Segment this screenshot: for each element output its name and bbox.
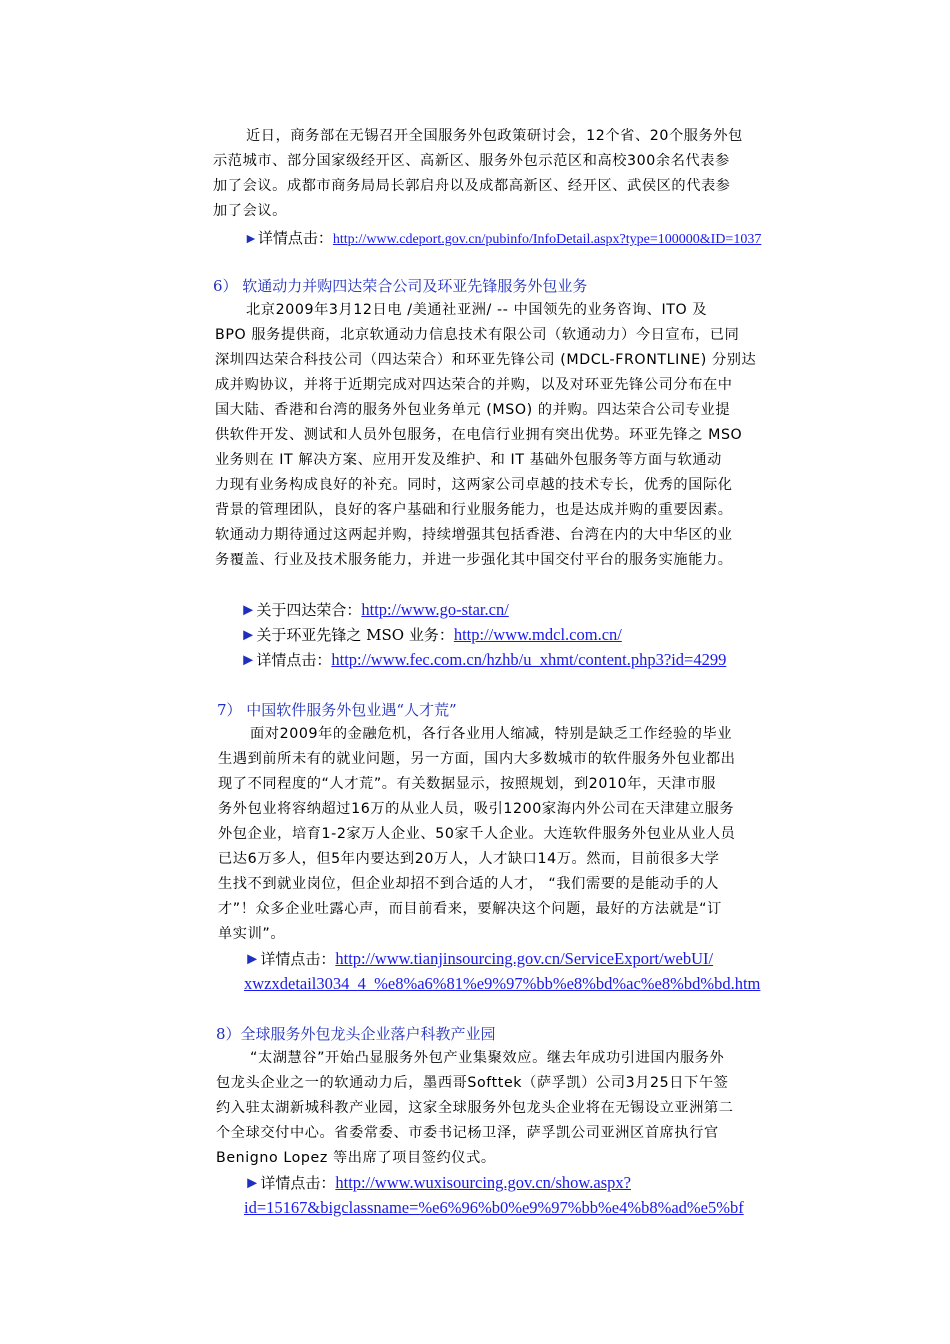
section-heading: 7） 中国软件服务外包业遇“人才荒”	[217, 701, 457, 719]
mdcl-link[interactable]: http://www.mdcl.com.cn/	[453, 625, 622, 644]
tianjin-link[interactable]: http://www.tianjinsourcing.gov.cn/ServiceExport/webUI/	[335, 949, 714, 968]
wuxi-link[interactable]: http://www.wuxisourcing.gov.cn/show.aspx?	[335, 1173, 631, 1192]
detail-link[interactable]: http://www.cdeport.gov.cn/pubinfo/InfoDetail.aspx?type=100000&ID=1037	[332, 232, 762, 247]
paragraph-line: 才”！众多企业吐露心声，而目前看来，要解决这个问题，最好的方法就是“订	[218, 901, 722, 917]
detail-link-row	[244, 226, 761, 252]
triangle-bullet-icon: ►	[240, 625, 257, 644]
link-row-go-star	[240, 598, 509, 622]
paragraph-line: 国大陆、香港和台湾的服务外包业务单元 (MSO) 的并购。四达荣合公司专业提	[215, 402, 731, 418]
paragraph-line: “太湖慧谷”开始凸显服务外包产业集聚效应。继去年成功引进国内服务外	[250, 1050, 725, 1066]
link-row-fec	[240, 648, 726, 672]
paragraph-line: 力现有业务构成良好的补充。同时，这两家公司卓越的技术专长，优秀的国际化	[215, 477, 733, 493]
link-row-wuxi-cont	[244, 1196, 744, 1220]
paragraph-line: 示范城市、部分国家级经开区、高新区、服务外包示范区和高校300余名代表参	[213, 153, 730, 169]
paragraph-line: 供软件开发、测试和人员外包服务，在电信行业拥有突出优势。环亚先锋之 MSO	[215, 427, 743, 443]
paragraph-line: 面对2009年的金融危机，各行各业用人缩减，特别是缺乏工作经验的毕业	[250, 726, 733, 742]
paragraph-line: 个全球交付中心。省委常委、市委书记杨卫泽，萨孚凯公司亚洲区首席执行官	[216, 1125, 719, 1141]
paragraph-line: 近日，商务部在无锡召开全国服务外包政策研讨会，12个省、20个服务外包	[246, 128, 743, 144]
section-heading: 6） 软通动力并购四达荣合公司及环亚先锋服务外包业务	[213, 277, 588, 295]
paragraph-line: 单实训”。	[218, 926, 286, 942]
link-label: 详情点击：	[260, 1174, 336, 1192]
triangle-bullet-icon: ►	[240, 600, 257, 619]
paragraph-line: 现了不同程度的“人才荒”。有关数据显示，按照规划，到2010年，天津市服	[218, 776, 717, 792]
paragraph-line: Benigno Lopez 等出席了项目签约仪式。	[216, 1150, 496, 1166]
paragraph-line: 外包企业，培育1-2家万人企业、50家千人企业。大连软件服务外包业从业人员	[218, 826, 736, 842]
paragraph-line: 业务则在 IT 解决方案、应用开发及维护、和 IT 基础外包服务等方面与软通动	[215, 452, 722, 468]
link-label: 详情点击：	[260, 950, 336, 968]
link-label: 关于四达荣合：	[256, 601, 362, 619]
paragraph-line: 背景的管理团队，良好的客户基础和行业服务能力，也是达成并购的重要因素。	[215, 502, 733, 518]
link-row-tianjin-cont	[244, 972, 760, 996]
paragraph-line: 务外包业将容纳超过16万的从业人员，吸引1200家海内外公司在天津建立服务	[218, 801, 735, 817]
go-star-link[interactable]: http://www.go-star.cn/	[361, 600, 509, 619]
paragraph-line: BPO 服务提供商，北京软通动力信息技术有限公司（软通动力）今日宣布，已同	[215, 327, 740, 343]
triangle-bullet-icon: ►	[244, 1173, 261, 1192]
wuxi-link-continued[interactable]: id=15167&bigclassname=%e6%96%b0%e9%97%bb%e4%b8%ad%e5%bf	[244, 1198, 744, 1217]
paragraph-line: 生遇到前所未有的就业问题，另一方面，国内大多数城市的软件服务外包业都出	[218, 751, 736, 767]
paragraph-line: 生找不到就业岗位，但企业却招不到合适的人才， “我们需要的是能动手的人	[218, 876, 720, 892]
paragraph-line: 包龙头企业之一的软通动力后，墨西哥Softtek（萨孚凯）公司3月25日下午签	[216, 1075, 729, 1091]
link-label: 详情点击：	[256, 651, 332, 669]
paragraph-line: 北京2009年3月12日电 /美通社亚洲/ -- 中国领先的业务咨询、ITO 及	[246, 302, 708, 318]
link-row-mdcl	[240, 623, 622, 647]
triangle-bullet-icon: ►	[244, 949, 261, 968]
section-heading: 8）全球服务外包龙头企业落户科教产业园	[216, 1025, 496, 1043]
paragraph-line: 软通动力期待通过这两起并购，持续增强其包括香港、台湾在内的大中华区的业	[215, 527, 733, 543]
paragraph-line: 加了会议。	[213, 203, 287, 219]
link-label: 关于环亚先锋之 MSO 业务：	[256, 626, 454, 644]
paragraph-line: 成并购协议，并将于近期完成对四达荣合的并购，以及对环亚先锋公司分布在中	[215, 377, 733, 393]
paragraph-line: 加了会议。成都市商务局局长郭启舟以及成都高新区、经开区、武侯区的代表参	[213, 178, 731, 194]
fec-link[interactable]: http://www.fec.com.cn/hzhb/u_xhmt/content.php3?id=4299	[331, 650, 727, 669]
paragraph-line: 深圳四达荣合科技公司（四达荣合）和环亚先锋公司 (MDCL-FRONTLINE) 分别达	[215, 352, 757, 368]
paragraph-line: 务覆盖、行业及技术服务能力，并进一步强化其中国交付平台的服务实施能力。	[215, 552, 733, 568]
tianjin-link-continued[interactable]: xwzxdetail3034_4_%e8%a6%81%e9%97%bb%e8%bd%ac%e8%bd%bd.htm	[244, 974, 761, 993]
paragraph-line: 约入驻太湖新城科教产业园，这家全球服务外包龙头企业将在无锡设立亚洲第二	[216, 1100, 734, 1116]
link-row-wuxi	[244, 1171, 631, 1195]
link-row-tianjin	[244, 947, 713, 971]
paragraph-line: 已达6万多人，但5年内要达到20万人，人才缺口14万。然而，目前很多大学	[218, 851, 720, 867]
link-label: 详情点击：	[257, 229, 333, 247]
triangle-bullet-icon: ►	[240, 650, 257, 669]
triangle-bullet-icon: ►	[244, 232, 258, 247]
